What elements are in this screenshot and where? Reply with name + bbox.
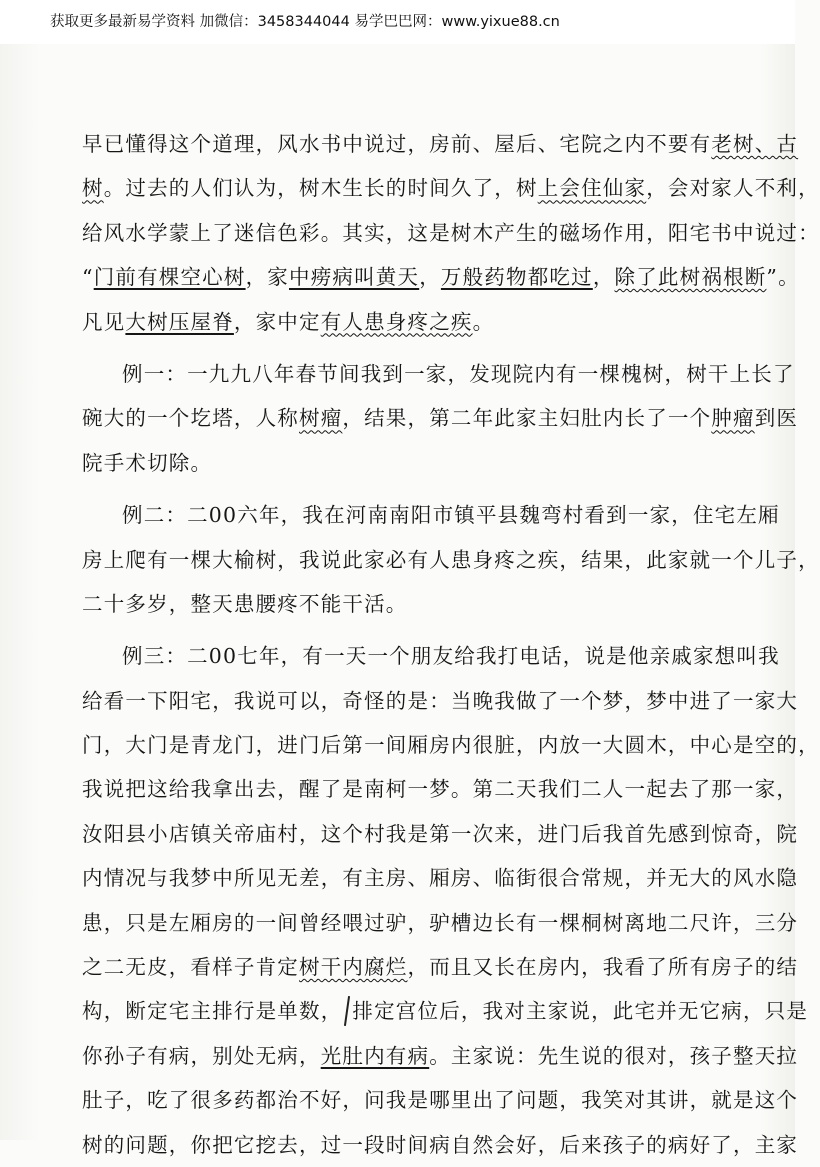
text-line: 房上爬有一棵大榆树，我说此家必有人患身疼之疾，结果，此家就一个儿子， <box>82 547 820 572</box>
text-line: 之二无皮，看样子肯定树干内腐烂，而且又长在房内，我看了所有房子的结 <box>82 955 799 980</box>
handwritten-underline: 大树压屋脊 <box>125 309 234 334</box>
text-line: 院手术切除。 <box>82 450 213 475</box>
text-line: 树的问题，你把它挖去，过一段时间病自然会好，后来孩子的病好了，主家 <box>82 1132 799 1157</box>
handwritten-underline: 肿瘤 <box>711 406 755 431</box>
text-line: 例二：二00六年，我在河南南阳市镇平县魏弯村看到一家，住宅左厢 <box>122 503 780 528</box>
handwritten-underline: 树 <box>82 176 104 201</box>
handwritten-underline: 树瘤 <box>299 406 343 431</box>
header-text: 获取更多最新易学资料 加微信：3458344044 易学巴巴网：www.yixue88.cn <box>50 14 560 30</box>
handwritten-underline: 有人患身疼之疾 <box>320 309 473 334</box>
handwritten-underline: 上会住仙家 <box>537 176 647 201</box>
handwritten-underline: 中痨病叫黄天 <box>289 265 420 290</box>
handwritten-underline: 光肚内有病 <box>320 1043 430 1068</box>
text-line: 碗大的一个圪塔，人称树瘤，结果，第二年此家主妇肚内长了一个肿瘤到医 <box>82 406 799 431</box>
handwritten-underline: 树干内腐烂 <box>299 955 408 980</box>
text-line: 我说把这给我拿出去，醒了是南柯一梦。第二天我们二人一起去了那一家， <box>82 777 799 802</box>
text-line: 内情况与我梦中所见无差，有主房、厢房、临街很合常规，并无大的风水隐 <box>82 866 799 891</box>
handwritten-underline: 门前有棵空心树 <box>93 265 246 290</box>
text-line: 给看一下阳宅，我说可以，奇怪的是：当晚我做了一个梦，梦中进了一家大 <box>82 688 799 713</box>
text-line: 例三：二00七年，有一天一个朋友给我打电话，说是他亲戚家想叫我 <box>122 644 780 669</box>
text-line: 给风水学蒙上了迷信色彩。其实，这是树木产生的磁场作用，阳宅书中说过： <box>82 220 820 245</box>
text-line: 患，只是左厢房的一间曾经喂过驴，驴槽边长有一棵桐树离地二尺许，三分 <box>82 910 799 935</box>
watermark-header <box>0 0 795 44</box>
text-line: “门前有棵空心树，家中痨病叫黄天，万般药物都吃过，除了此树祸根断”。 <box>82 265 800 290</box>
text-line: 你孙子有病，别处无病，光肚内有病。主家说：先生说的很对，孩子整天拉 <box>82 1043 799 1068</box>
text-line: 汝阳县小店镇关帝庙村，这个村我是第一次来，进门后我首先感到惊奇，院 <box>82 821 799 846</box>
handwritten-underline: 除了此树祸根断 <box>614 265 767 290</box>
text-line: 早已懂得这个道理，风水书中说过，房前、屋后、宅院之内不要有老树、古 <box>82 132 799 156</box>
text-line: 构，断定宅主排行是单数， 排定宫位后，我对主家说，此宅并无它病，只是 <box>82 989 754 1033</box>
text-line: 门，大门是青龙门，进门后第一间厢房内很脏，内放一大圆木，中心是空的， <box>82 733 820 758</box>
text-line: 凡见大树压屋脊，家中定有人患身疼之疾。 <box>82 309 495 334</box>
text-line: 例一：一九九八年春节间我到一家，发现院内有一棵槐树，树干上长了 <box>122 361 795 386</box>
text-line: 树。过去的人们认为，树木生长的时间久了，树上会住仙家，会对家人不利， <box>82 176 820 201</box>
handwritten-underline: 老树、古 <box>711 132 799 156</box>
text-line: 肚子，吃了很多药都治不好，问我是哪里出了问题，我笑对其讲，就是这个 <box>82 1088 799 1113</box>
document-body <box>82 122 820 1167</box>
handwritten-mark <box>344 996 350 1026</box>
handwritten-underline: 万般药物都吃过 <box>440 265 593 290</box>
text-line: 二十多岁，整天患腰疼不能干活。 <box>82 591 408 616</box>
